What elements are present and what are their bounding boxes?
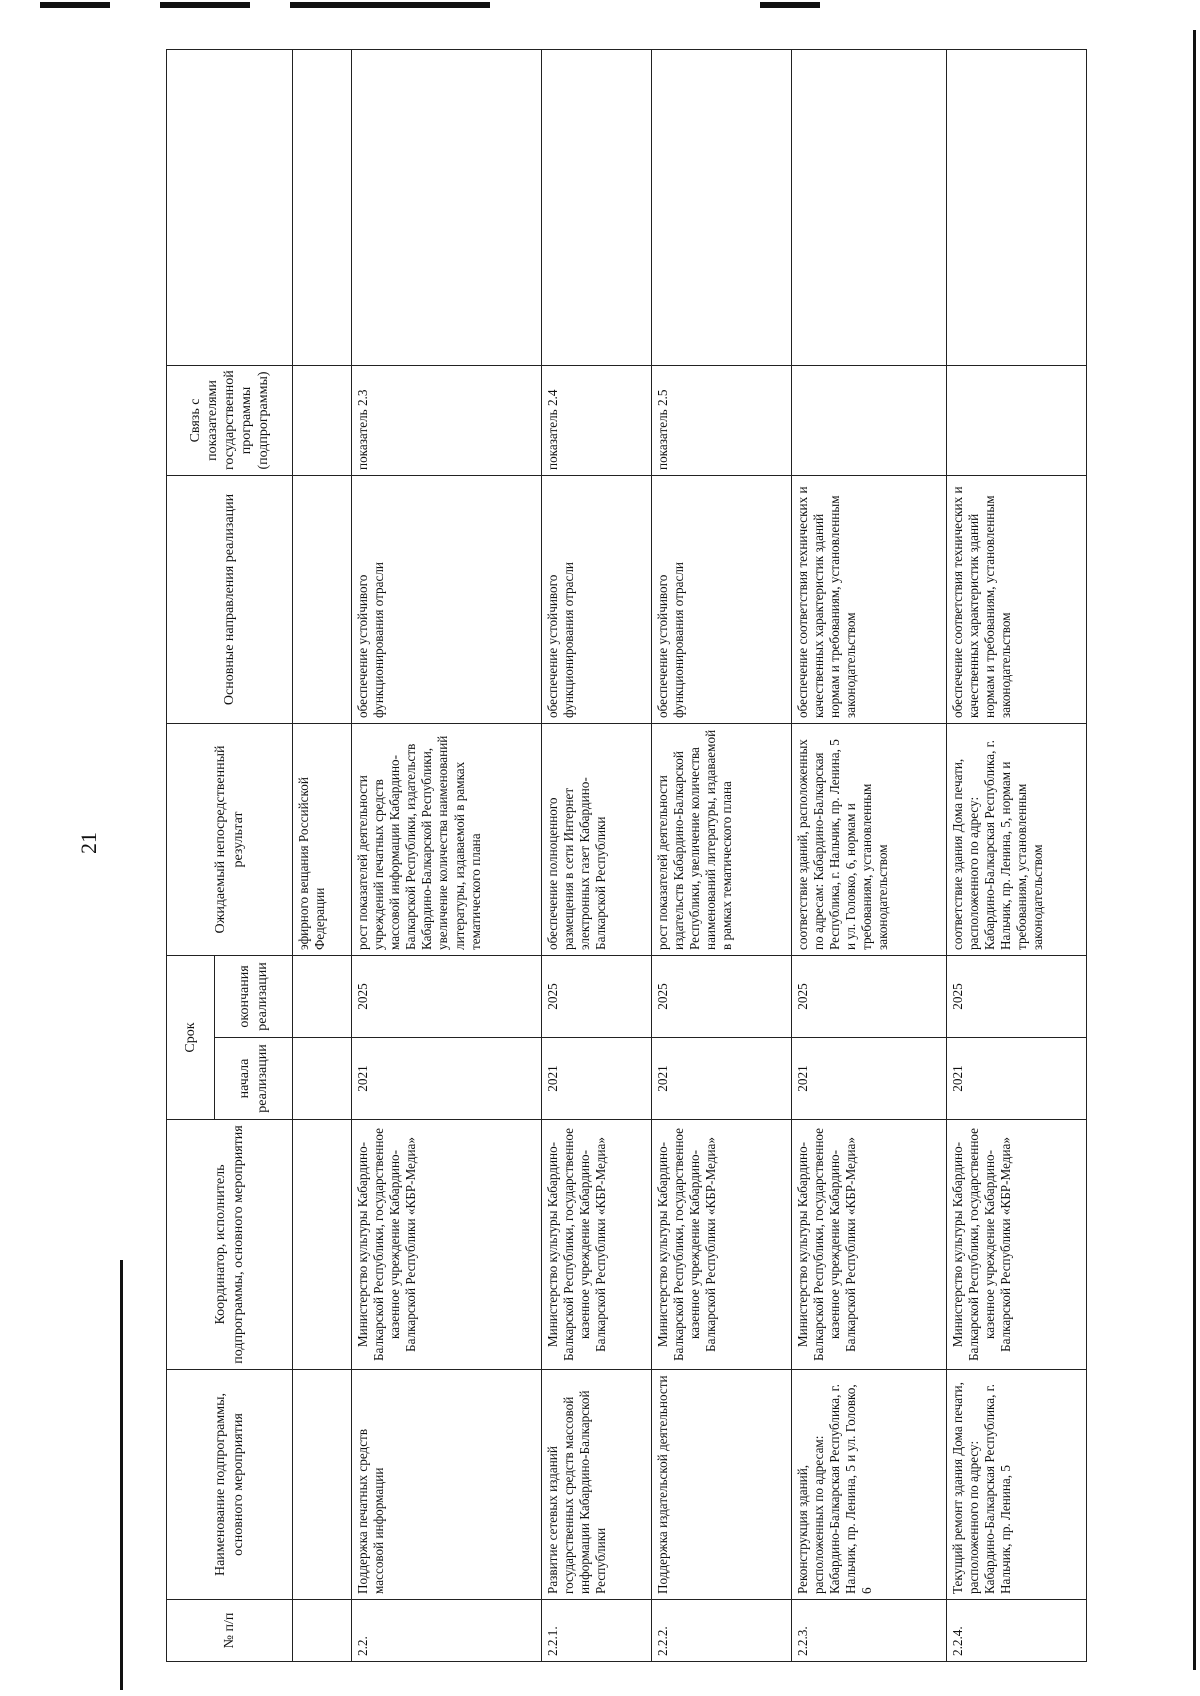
row-coordinator: Министерство культуры Кабардино-Балкарской Республики, государственное казенное учреждение Кабардино-Балкарской Республики «КБР-Медиа»: [792, 1120, 947, 1370]
table-row: [947, 49, 1087, 1661]
header-link: Связь с показателями государственной программы (подпрограммы): [167, 365, 293, 475]
row-num: 2.2.2.: [652, 1600, 792, 1662]
scan-mark: [120, 1260, 123, 1690]
row-start: 2021: [947, 1038, 1087, 1120]
row-end: 2025: [542, 955, 652, 1037]
row-name: Реконструкция зданий, расположенных по адресам: Кабардино-Балкарская Республика, г. Нальчик, пр. Ленина, 5 и ул. Головко, 6: [792, 1370, 947, 1600]
header-term: Срок: [167, 955, 215, 1119]
scan-mark: [40, 2, 110, 8]
scan-mark: [760, 2, 820, 8]
header-coordinator: Координатор, исполнитель подпрограммы, основного мероприятия: [167, 1120, 293, 1370]
row-name: Развитие сетевых изданий государственных средств массовой информации Кабардино-Балкарской Республики: [542, 1370, 652, 1600]
table-row: [542, 49, 652, 1661]
row-num: 2.2.3.: [792, 1600, 947, 1662]
row-coordinator: Министерство культуры Кабардино-Балкарской Республики, государственное казенное учреждение Кабардино-Балкарской Республики «КБР-Медиа»: [542, 1120, 652, 1370]
row-link: [947, 365, 1087, 475]
row-name: Поддержка печатных средств массовой информации: [352, 1370, 542, 1600]
row-link: показатель 2.5: [652, 365, 792, 475]
row-direction: обеспечение соответствия технических и качественных характеристик зданий нормам и требованиям, установленным законодательством: [792, 475, 947, 723]
row-coordinator: Министерство культуры Кабардино-Балкарской Республики, государственное казенное учреждение Кабардино-Балкарской Республики «КБР-Медиа»: [947, 1120, 1087, 1370]
row-result: соответствие здания Дома печати, расположенного по адресу: Кабардино-Балкарская Республика, г. Нальчик, пр. Ленина, 5, нормам и требованиям, установленным законодательством: [947, 723, 1087, 955]
table-row: [652, 49, 792, 1661]
row-result: соответствие зданий, расположенных по адресам: Кабардино-Балкарская Республика, г. Нальчик, пр. Ленина, 5 и ул. Головко, 6, нормам и требованиям, установленным законодательством: [792, 723, 947, 955]
table-row-continuation: [293, 49, 352, 1661]
rotated-table-wrapper: [166, 50, 1086, 1662]
row-coordinator: Министерство культуры Кабардино-Балкарской Республики, государственное казенное учреждение Кабардино-Балкарской Республики «КБР-Медиа»: [352, 1120, 542, 1370]
row-end: 2025: [947, 955, 1087, 1037]
header-result: Ожидаемый непосредственный результат: [167, 723, 293, 955]
row-end: 2025: [352, 955, 542, 1037]
row-result: рост показателей деятельности учреждений печатных средств массовой информации Кабардино-Балкарской Республики, издательств Кабардино-Балкарской Республики, увеличение количества наименований литературы, издаваемой в рамках тематического плана: [352, 723, 542, 955]
row-link: показатель 2.3: [352, 365, 542, 475]
row-end: 2025: [792, 955, 947, 1037]
header-blank: [167, 49, 293, 365]
header-direction: Основные направления реализации: [167, 475, 293, 723]
table-row: [792, 49, 947, 1661]
continuation-text: эфирного вещания Российской Федерации: [293, 723, 352, 955]
row-name: Текущий ремонт здания Дома печати, расположенного по адресу: Кабардино-Балкарская Республика, г. Нальчик, пр. Ленина, 5: [947, 1370, 1087, 1600]
row-end: 2025: [652, 955, 792, 1037]
scan-mark: [1193, 30, 1196, 1670]
header-start: начала реализации: [215, 1038, 293, 1120]
row-start: 2021: [792, 1038, 947, 1120]
row-start: 2021: [352, 1038, 542, 1120]
table-row: [352, 49, 542, 1661]
row-result: обеспечение полноценного размещения в сети Интернет электронных газет Кабардино-Балкарской Республики: [542, 723, 652, 955]
row-direction: обеспечение устойчивого функционирования отрасли: [542, 475, 652, 723]
row-start: 2021: [652, 1038, 792, 1120]
header-end: окончания реализации: [215, 955, 293, 1037]
row-num: 2.2.: [352, 1600, 542, 1662]
row-direction: обеспечение соответствия технических и качественных характеристик зданий нормам и требованиям, установленным законодательством: [947, 475, 1087, 723]
header-name: Наименование подпрограммы, основного мероприятия: [167, 1370, 293, 1600]
row-start: 2021: [542, 1038, 652, 1120]
row-direction: обеспечение устойчивого функционирования отрасли: [352, 475, 542, 723]
row-link: показатель 2.4: [542, 365, 652, 475]
row-link: [792, 365, 947, 475]
program-measures-table: [166, 49, 1087, 1662]
row-coordinator: Министерство культуры Кабардино-Балкарской Республики, государственное казенное учреждение Кабардино-Балкарской Республики «КБР-Медиа»: [652, 1120, 792, 1370]
row-num: 2.2.1.: [542, 1600, 652, 1662]
page-number: 21: [76, 832, 101, 854]
row-name: Поддержка издательской деятельности: [652, 1370, 792, 1600]
row-num: 2.2.4.: [947, 1600, 1087, 1662]
row-result: рост показателей деятельности издательств Кабардино-Балкарской Республики, увеличение количества наименований литературы, издаваемой в рамках тематического плана: [652, 723, 792, 955]
row-direction: обеспечение устойчивого функционирования отрасли: [652, 475, 792, 723]
scan-mark: [160, 2, 250, 8]
header-num: № п/п: [167, 1600, 293, 1662]
scan-mark: [290, 2, 490, 8]
